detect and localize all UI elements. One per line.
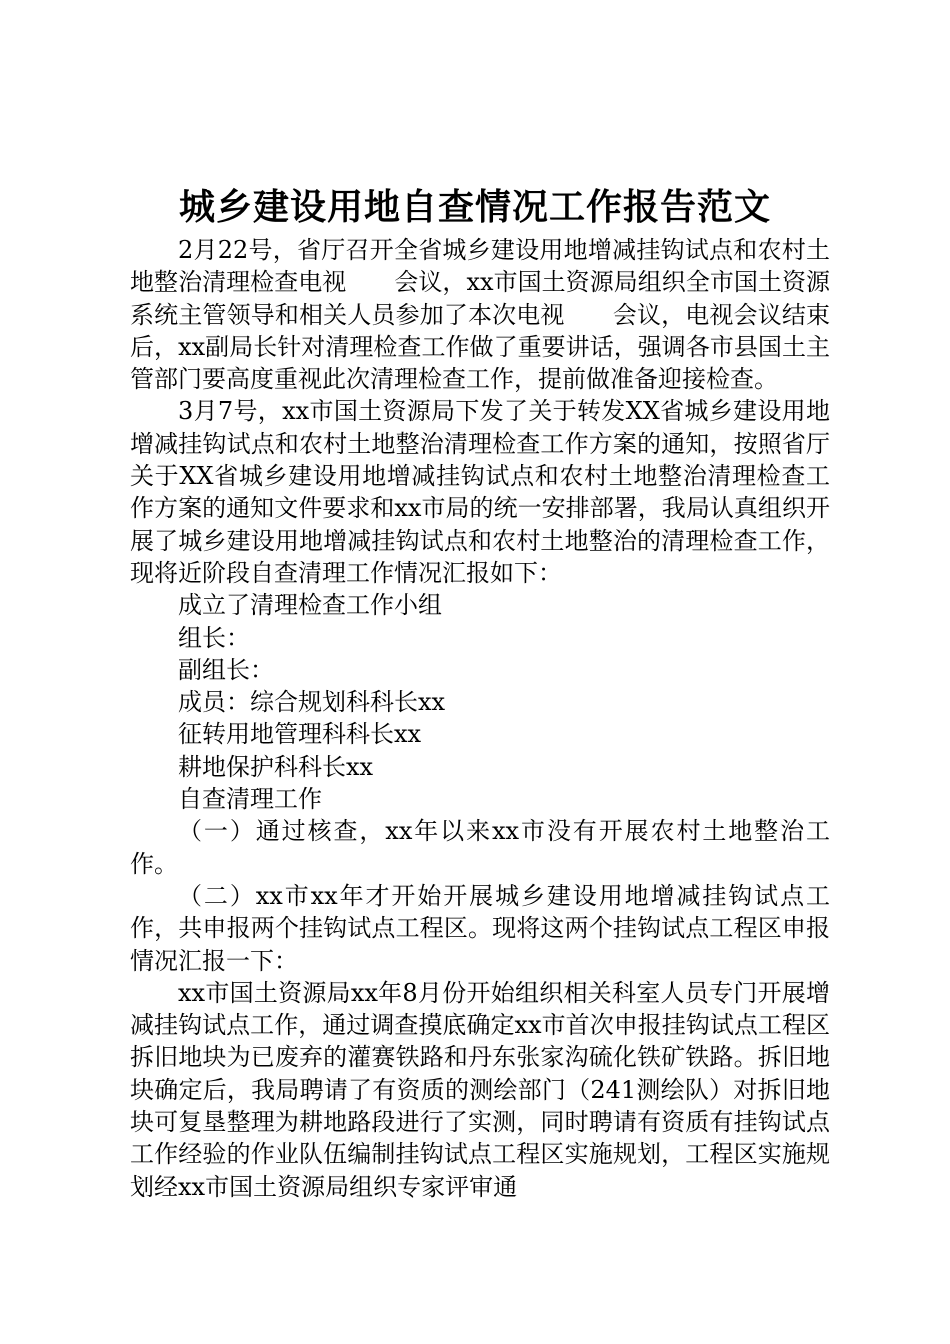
document-title: 城乡建设用地自查情况工作报告范文 [178,186,771,228]
paragraph-meeting: 2月22号，省厅召开全省城乡建设用地增减挂钩试点和农村土地整治清理检查电视 会议，xx市国土资源局组织全市国土资源系统主管领导和相关人员参加了本次电视 会议，电视会议结束后，xx副局长针对清理检查工作做了重要讲话，强调各市县国土主管部门要高度重视此次清理检查工作，提前做准备迎接检查。 [130,236,830,394]
team-deputy-line: 副组长： [178,655,274,684]
team-leader-line: 组长： [178,623,250,652]
team-member-line: 耕地保护科科长xx [178,752,374,781]
document-body [130,234,830,1203]
section-heading-selfcheck: 自查清理工作 [178,785,322,814]
section-heading-team: 成立了清理检查工作小组 [178,591,442,620]
paragraph-item-1: （一）通过核查，xx年以来xx市没有开展农村土地整治工作。 [130,817,830,878]
team-member-line: 成员：综合规划科科长xx [178,688,446,717]
paragraph-notice: 3月7号，xx市国土资源局下发了关于转发XX省城乡建设用地增减挂钩试点和农村土地整治清理检查工作方案的通知，按照省厅关于XX省城乡建设用地增减挂钩试点和农村土地整治清理检查工作方案的通知文件要求和xx市局的统一安排部署，我局认真组织开展了城乡建设用地增减挂钩试点和农村土地整治的清理检查工作，现将近阶段自查清理工作情况汇报如下： [130,397,830,587]
paragraph-details: xx市国土资源局xx年8月份开始组织相关科室人员专门开展增减挂钩试点工作，通过调查摸底确定xx市首次申报挂钩试点工程区拆旧地块为已废弃的灌赛铁路和丹东张家沟硫化铁矿铁路。拆旧地块确定后，我局聘请了有资质的测绘部门（241测绘队）对拆旧地块可复垦整理为耕地路段进行了实测，同时聘请有资质有挂钩试点工作经验的作业队伍编制挂钩试点工程区实施规划，工程区实施规划经xx市国土资源局组织专家评审通 [130,978,830,1201]
paragraph-item-2: （二）xx市xx年才开始开展城乡建设用地增减挂钩试点工作，共申报两个挂钩试点工程区。现将这两个挂钩试点工程区申报情况汇报一下： [130,881,830,975]
team-member-line: 征转用地管理科科长xx [178,720,422,749]
